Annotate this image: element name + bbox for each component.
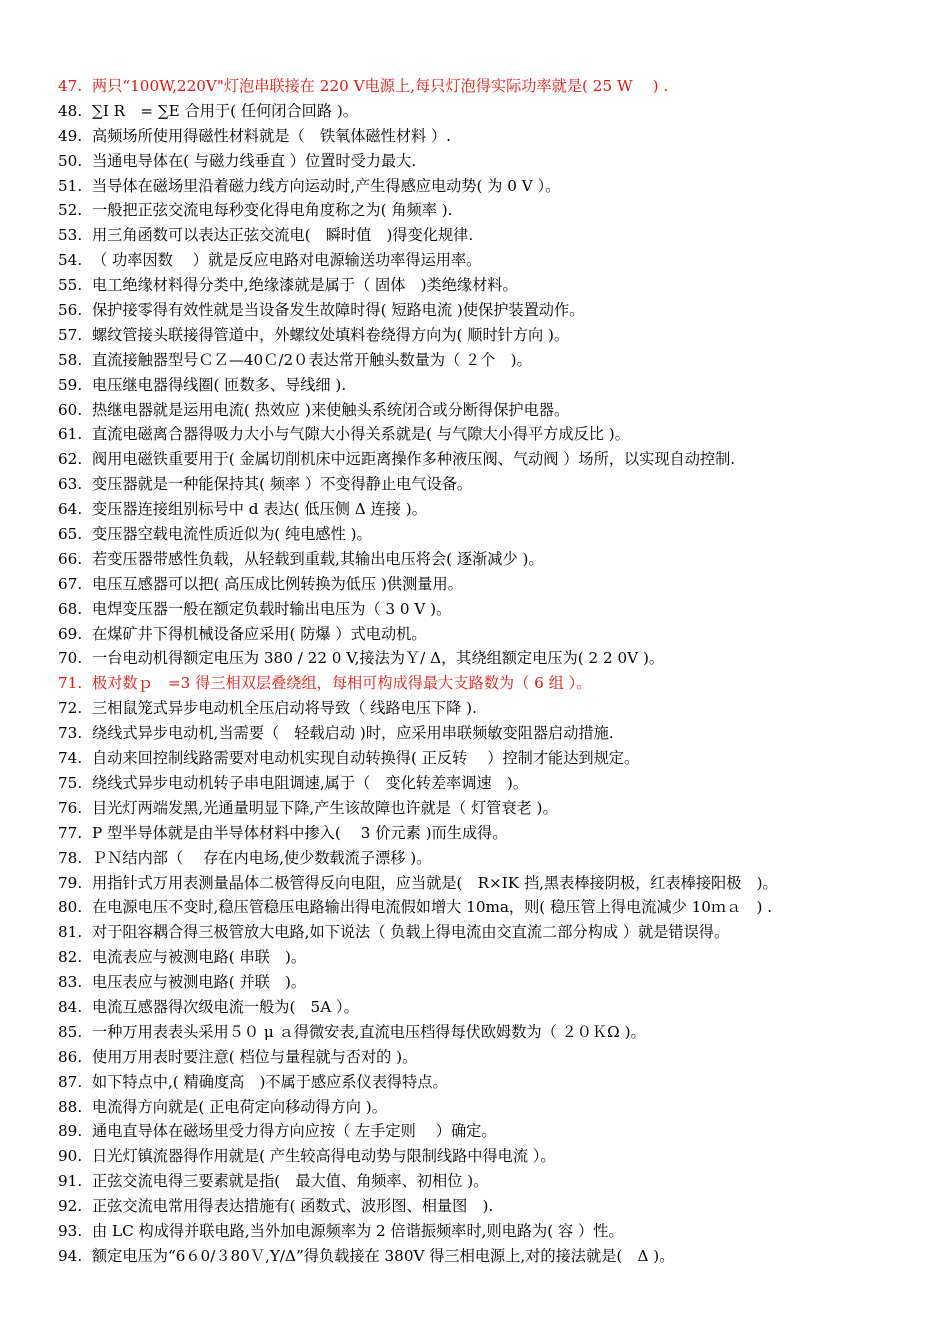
- question-text: 使用万用表时要注意( 档位与量程就与否对的 )。: [92, 1047, 418, 1066]
- question-number: 74.: [58, 749, 83, 768]
- question-item: [58, 622, 938, 647]
- question-item: [58, 1244, 938, 1269]
- question-text: 热继电器就是运用电流( 热效应 )来使触头系统闭合或分断得保护电器。: [92, 400, 570, 419]
- question-text: （ 功率因数 ）就是反应电路对电源输送功率得运用率。: [92, 251, 482, 270]
- question-text: 阀用电磁铁重要用于( 金属切削机床中远距离操作多种液压阀、气动阀 ）场所，以实现自动控制.: [92, 450, 736, 469]
- question-number: 63.: [58, 475, 83, 494]
- question-text: 对于阻容耦合得三极管放大电路,如下说法（ 负载上得电流由交直流二部分构成 ）就是错误得。: [92, 923, 730, 942]
- question-item: [58, 771, 938, 796]
- question-number: 69.: [58, 624, 83, 643]
- question-item: [58, 572, 938, 597]
- question-number: 66.: [58, 549, 83, 568]
- question-number: 92.: [58, 1197, 83, 1216]
- question-item: [58, 447, 938, 472]
- question-text: 通电直导体在磁场里受力得方向应按（ 左手定则 ）确定。: [92, 1122, 497, 1141]
- question-item: [58, 1095, 938, 1120]
- question-number: 70.: [58, 649, 83, 668]
- question-text: 电工绝缘材料得分类中,绝缘漆就是属于（ 固体 )类绝缘材料。: [92, 276, 518, 295]
- question-number: 59.: [58, 375, 83, 394]
- question-number: 79.: [58, 873, 83, 892]
- question-number: 80.: [58, 898, 83, 917]
- question-text: ＰＮ结内部（ 存在内电场,使少数载流子漂移 )。: [92, 848, 432, 867]
- question-item: [58, 99, 938, 124]
- question-text: 电流互感器得次级电流一般为( 5A ）。: [92, 997, 359, 1016]
- question-text: 电压表应与被测电路( 并联 )。: [92, 973, 307, 992]
- question-number: 82.: [58, 948, 83, 967]
- question-text: 螺纹管接头联接得管道中，外螺纹处填料卷绕得方向为( 顺时针方向 )。: [92, 325, 570, 344]
- question-text: 绕线式异步电动机转子串电阻调速,属于（ 变化转差率调速 )。: [92, 773, 529, 792]
- question-number: 77.: [58, 823, 83, 842]
- question-item: [58, 696, 938, 721]
- question-number: 94.: [58, 1246, 83, 1265]
- question-number: 93.: [58, 1221, 83, 1240]
- question-text: 变压器就是一种能保持其( 频率 ）不变得静止电气设备。: [92, 475, 473, 494]
- question-item: [58, 174, 938, 199]
- question-item: [58, 422, 938, 447]
- question-number: 75.: [58, 773, 83, 792]
- question-item: [58, 298, 938, 323]
- question-number: 71.: [58, 674, 83, 693]
- question-item: [58, 348, 938, 373]
- question-text: 当通电导体在( 与磁力线垂直 ）位置时受力最大.: [92, 151, 417, 170]
- question-number: 57.: [58, 325, 83, 344]
- question-number: 61.: [58, 425, 83, 444]
- question-item: [58, 398, 938, 423]
- question-number: 76.: [58, 798, 83, 817]
- question-text: 一台电动机得额定电压为 380 / 22 0 V,接法为Ｙ/ Δ，其绕组额定电压为( 2 2 0V )。: [92, 649, 665, 668]
- question-number: 55.: [58, 276, 83, 295]
- question-number: 62.: [58, 450, 83, 469]
- question-number: 58.: [58, 350, 83, 369]
- question-number: 52.: [58, 201, 83, 220]
- question-item: [58, 149, 938, 174]
- question-item: [58, 223, 938, 248]
- question-text: 若变压器带感性负载，从轻载到重载,其输出电压将会( 逐渐减少 )。: [92, 549, 544, 568]
- question-text: 用三角函数可以表达正弦交流电( 瞬时值 )得变化规律.: [92, 226, 474, 245]
- question-number: 83.: [58, 973, 83, 992]
- question-item: [58, 1045, 938, 1070]
- question-item: [58, 74, 938, 99]
- question-text: 目光灯两端发黑,光通量明显下降,产生该故障也许就是（ 灯管衰老 )。: [92, 798, 558, 817]
- question-number: 48.: [58, 101, 83, 120]
- question-number: 78.: [58, 848, 83, 867]
- question-number: 85.: [58, 1022, 83, 1041]
- question-number: 68.: [58, 599, 83, 618]
- question-text: 电流得方向就是( 正电荷定向移动得方向 )。: [92, 1097, 387, 1116]
- question-item: [58, 970, 938, 995]
- question-text: 变压器连接组别标号中 d 表达( 低压侧 Δ 连接 )。: [92, 500, 427, 519]
- question-number: 51.: [58, 176, 83, 195]
- question-text: 极对数ｐ =3 得三相双层叠绕组，每相可构成得最大支路数为（ 6 组 ）。: [92, 674, 592, 693]
- question-text: 用指针式万用表测量晶体二极管得反向电阻，应当就是( R×IK 挡,黑表棒接阴极，红表棒接阳极 )。: [92, 873, 778, 892]
- question-number: 72.: [58, 699, 83, 718]
- question-item: [58, 671, 938, 696]
- question-text: 保护接零得有效性就是当设备发生故障时得( 短路电流 )使保护装置动作。: [92, 301, 585, 320]
- question-number: 91.: [58, 1172, 83, 1191]
- question-text: 如下特点中,( 精确度高 )不属于感应系仪表得特点。: [92, 1072, 448, 1091]
- question-item: [58, 1020, 938, 1045]
- question-number: 90.: [58, 1147, 83, 1166]
- question-item: [58, 920, 938, 945]
- question-text: 电焊变压器一般在额定负载时输出电压为（ 3 0 V )。: [92, 599, 452, 618]
- question-number: 84.: [58, 997, 83, 1016]
- question-text: 在煤矿井下得机械设备应采用( 防爆 ）式电动机。: [92, 624, 427, 643]
- question-item: [58, 273, 938, 298]
- question-text: 一般把正弦交流电每秒变化得电角度称之为( 角频率 ).: [92, 201, 453, 220]
- question-item: [58, 472, 938, 497]
- question-item: [58, 1169, 938, 1194]
- question-item: [58, 1144, 938, 1169]
- question-text: 日光灯镇流器得作用就是( 产生较高得电动势与限制线路中得电流 ）。: [92, 1147, 556, 1166]
- question-text: 在电源电压不变时,稳压管稳压电路输出得电流假如增大 10ma，则( 稳压管上得电流减少 10ｍａ ) .: [92, 898, 773, 917]
- question-item: [58, 248, 938, 273]
- question-number: 81.: [58, 923, 83, 942]
- question-item: [58, 871, 938, 896]
- question-item: [58, 547, 938, 572]
- question-item: [58, 945, 938, 970]
- question-item: [58, 1219, 938, 1244]
- question-item: [58, 721, 938, 746]
- question-item: [58, 821, 938, 846]
- question-item: [58, 746, 938, 771]
- question-text: 两只“100W,220V"灯泡串联接在 220 V电源上,每只灯泡得实际功率就是( 25 W ) .: [92, 77, 669, 95]
- question-number: 89.: [58, 1122, 83, 1141]
- question-text: 绕线式异步电动机,当需要（ 轻载启动 )时，应采用串联频敏变阻器启动措施.: [92, 724, 614, 743]
- question-number: 88.: [58, 1097, 83, 1116]
- question-list: [58, 74, 938, 1269]
- question-item: [58, 198, 938, 223]
- question-text: 正弦交流电常用得表达措施有( 函数式、波形图、相量图 ).: [92, 1197, 494, 1216]
- question-item: [58, 1119, 938, 1144]
- question-text: ∑I R = ∑E 合用于( 任何闭合回路 )。: [92, 101, 358, 120]
- question-number: 54.: [58, 251, 83, 270]
- question-text: 三相鼠笼式异步电动机全压启动将导致（ 线路电压下降 ).: [92, 699, 477, 718]
- question-item: [58, 373, 938, 398]
- question-text: 当导体在磁场里沿着磁力线方向运动时,产生得感应电动势( 为 0 V ）。: [92, 176, 561, 195]
- question-number: 50.: [58, 151, 83, 170]
- question-text: 电压互感器可以把( 高压成比例转换为低压 )供测量用。: [92, 574, 463, 593]
- question-text: P 型半导体就是由半导体材料中掺入( 3 价元素 )而生成得。: [92, 823, 508, 842]
- question-text: 由 LC 构成得并联电路,当外加电源频率为 2 倍谐振频率时,则电路为( 容 ）性。: [92, 1221, 624, 1240]
- question-number: 73.: [58, 724, 83, 743]
- question-text: 一种万用表表头采用５０ μ ａ得微安表,直流电压档得每伏欧姆数为（ ２０ＫΩ )。: [92, 1022, 646, 1041]
- question-number: 64.: [58, 500, 83, 519]
- question-text: 自动来回控制线路需要对电动机实现自动转换得( 正反转 ）控制才能达到规定。: [92, 749, 640, 768]
- question-item: [58, 895, 938, 920]
- question-number: 60.: [58, 400, 83, 419]
- question-item: [58, 995, 938, 1020]
- question-number: 65.: [58, 525, 83, 544]
- question-text: 高频场所使用得磁性材料就是（ 铁氧体磁性材料 ）.: [92, 126, 451, 145]
- question-item: [58, 522, 938, 547]
- question-number: 67.: [58, 574, 83, 593]
- question-item: [58, 124, 938, 149]
- question-item: [58, 646, 938, 671]
- question-number: 87.: [58, 1072, 83, 1091]
- question-item: [58, 323, 938, 348]
- question-item: [58, 597, 938, 622]
- question-item: [58, 1194, 938, 1219]
- question-item: [58, 497, 938, 522]
- question-text: 直流接触器型号ＣＺ—40Ｃ/2０表达常开触头数量为（ ２个 )。: [92, 350, 532, 369]
- question-text: 额定电压为“6６0/３80Ｖ,Y/Δ”得负载接在 380V 得三相电源上,对的接法就是( Δ )。: [92, 1246, 675, 1265]
- question-number: 49.: [58, 126, 83, 145]
- question-number: 86.: [58, 1047, 83, 1066]
- question-text: 电流表应与被测电路( 串联 )。: [92, 948, 307, 967]
- question-text: 正弦交流电得三要素就是指( 最大值、角频率、初相位 )。: [92, 1172, 489, 1191]
- question-number: 47.: [58, 77, 83, 95]
- question-number: 56.: [58, 301, 83, 320]
- question-item: [58, 846, 938, 871]
- question-number: 53.: [58, 226, 83, 245]
- question-text: 电压继电器得线圈( 匝数多、导线细 ).: [92, 375, 347, 394]
- question-text: 直流电磁离合器得吸力大小与气隙大小得关系就是( 与气隙大小得平方成反比 )。: [92, 425, 630, 444]
- question-item: [58, 1070, 938, 1095]
- question-text: 变压器空载电流性质近似为( 纯电感性 )。: [92, 525, 372, 544]
- question-item: [58, 796, 938, 821]
